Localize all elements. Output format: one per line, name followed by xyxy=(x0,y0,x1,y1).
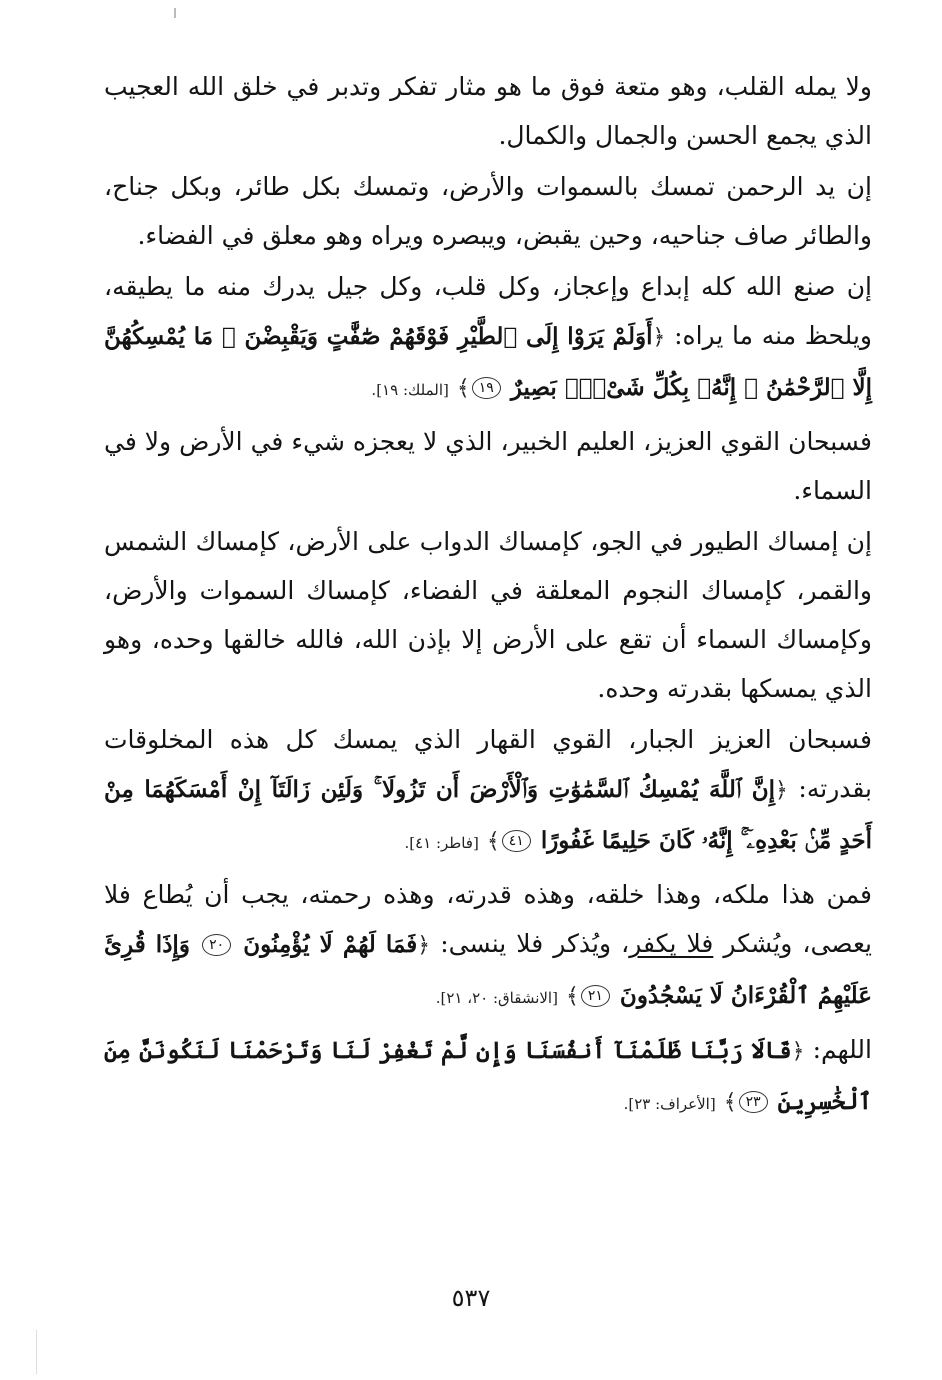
surah-reference: [الأعراف: ٢٣]. xyxy=(623,1095,716,1113)
ornate-bracket-open: ﴿ xyxy=(791,1039,805,1064)
ornate-bracket-close: ﴾ xyxy=(456,376,470,401)
paragraph-3 xyxy=(104,262,872,415)
paragraph-7 xyxy=(104,870,872,1023)
surah-reference: [فاطر: ٤١]. xyxy=(404,834,479,852)
paragraph-7-text-before: فمن هذا ملكه، وهذا خلقه، وهذه قدرته، وهذه رحمته، يجب أن يُطاع فلا يعصى، ويُشكر xyxy=(104,880,872,958)
verse-text-1: فَمَا لَهُمْ لَا يُؤْمِنُونَ xyxy=(243,931,418,958)
verse-text: إِنَّ ٱللَّهَ يُمْسِكُ ٱلسَّمَٰوَٰتِ وَٱلْأَرْضَ أَن تَزُولَا ۚ وَلَئِن زَالَتَآ إِنْ أَمْسَكَهُمَا مِنْ أَحَدٍ مِّنۢ بَعْدِهِۦٓ ۚ إِنَّهُۥ كَانَ حَلِيمًا غَفُورًا xyxy=(104,776,872,854)
paragraph-4: فسبحان القوي العزيز، العليم الخبير، الذي لا يعجزه شيء في الأرض ولا في السماء. xyxy=(104,427,872,505)
verse-text: أَوَلَمْ يَرَوْا إِلَى ٱلطَّيْرِ فَوْقَهُمْ صَٰٓفَّٰتٍ وَيَقْبِضْنَ ۚ مَا يُمْسِكُهُنَّ إِلَّا ٱلرَّحْمَٰنُ ۚ إِنَّهُۥ بِكُلِّ شَىْءٍۭ بَصِيرٌ xyxy=(104,323,872,401)
ornate-bracket-open: ﴿ xyxy=(775,778,788,803)
verse-number-badge: ١٩ xyxy=(472,377,501,399)
verse-number-badge: ٢٠ xyxy=(202,934,231,956)
underlined-phrase: فلا يكفر xyxy=(629,929,714,958)
verse-text: قَالَا رَبَّنَا ظَلَمْنَآ أَنفُسَنَا وَإِن لَّمْ تَغْفِرْ لَنَا وَتَرْحَمْنَا لَنَكُونَنَّ مِنَ ٱلْخَٰسِرِينَ xyxy=(104,1037,872,1115)
ornate-bracket-open: ﴿ xyxy=(417,933,431,958)
paragraph-5: إن إمساك الطيور في الجو، كإمساك الدواب على الأرض، كإمساك الشمس والقمر، كإمساك النجوم المعلقة في الفضاء، كإمساك السموات والأرض، وكإمساك السماء أن تقع على الأرض إلا بإذن الله، فالله خالقها وحده، وهو الذي يمسكها بقدرته وحده. xyxy=(104,527,872,703)
ornate-bracket-open: ﴿ xyxy=(652,325,666,350)
ornate-bracket-close: ﴾ xyxy=(565,984,579,1009)
quran-verse-fatir xyxy=(104,776,872,854)
scan-edge-line xyxy=(36,1330,37,1374)
scan-mark xyxy=(174,8,176,18)
paragraph-8 xyxy=(104,1025,872,1129)
surah-reference: [الملك: ١٩]. xyxy=(371,381,449,399)
verse-number-badge: ٢٣ xyxy=(739,1091,768,1113)
paragraph-6-text: فسبحان العزيز الجبار، القوي القهار الذي يمسك كل هذه المخلوقات بقدرته: xyxy=(104,725,872,803)
paragraph-3-text: إن صنع الله كله إبداع وإعجاز، وكل قلب، وكل جيل يدرك منه ما يطيقه، ويلحظ منه ما يراه: xyxy=(104,272,872,350)
page-body xyxy=(104,62,872,1131)
paragraph-2: إن يد الرحمن تمسك بالسموات والأرض، وتمسك بكل طائر، وبكل جناح، والطائر صاف جناحيه، وحين يقبض، ويبصره ويراه وهو معلق في الفضاء. xyxy=(104,172,872,250)
paragraph-8-text: اللهم: xyxy=(812,1035,872,1064)
page-number: ٥٣٧ xyxy=(451,1284,491,1312)
paragraph-1: ولا يمله القلب، وهو متعة فوق ما هو مثار تفكر وتدبر في خلق الله العجيب الذي يجمع الحسن والجمال والكمال. xyxy=(104,72,872,150)
ornate-bracket-close: ﴾ xyxy=(723,1090,737,1115)
quran-verse-araf xyxy=(104,1037,872,1115)
verse-number-badge: ٤١ xyxy=(502,830,531,852)
ornate-bracket-close: ﴾ xyxy=(486,829,500,854)
verse-text-2: وَإِذَا قُرِئَ عَلَيْهِمُ ٱلْقُرْءَانُ لَا يَسْجُدُونَ xyxy=(104,931,872,1009)
verse-number-badge: ٢١ xyxy=(581,985,610,1007)
paragraph-6 xyxy=(104,715,872,868)
paragraph-7-text-after: ، ويُذكر فلا ينسى: xyxy=(440,929,630,958)
surah-reference: [الانشقاق: ٢٠، ٢١]. xyxy=(435,989,558,1007)
